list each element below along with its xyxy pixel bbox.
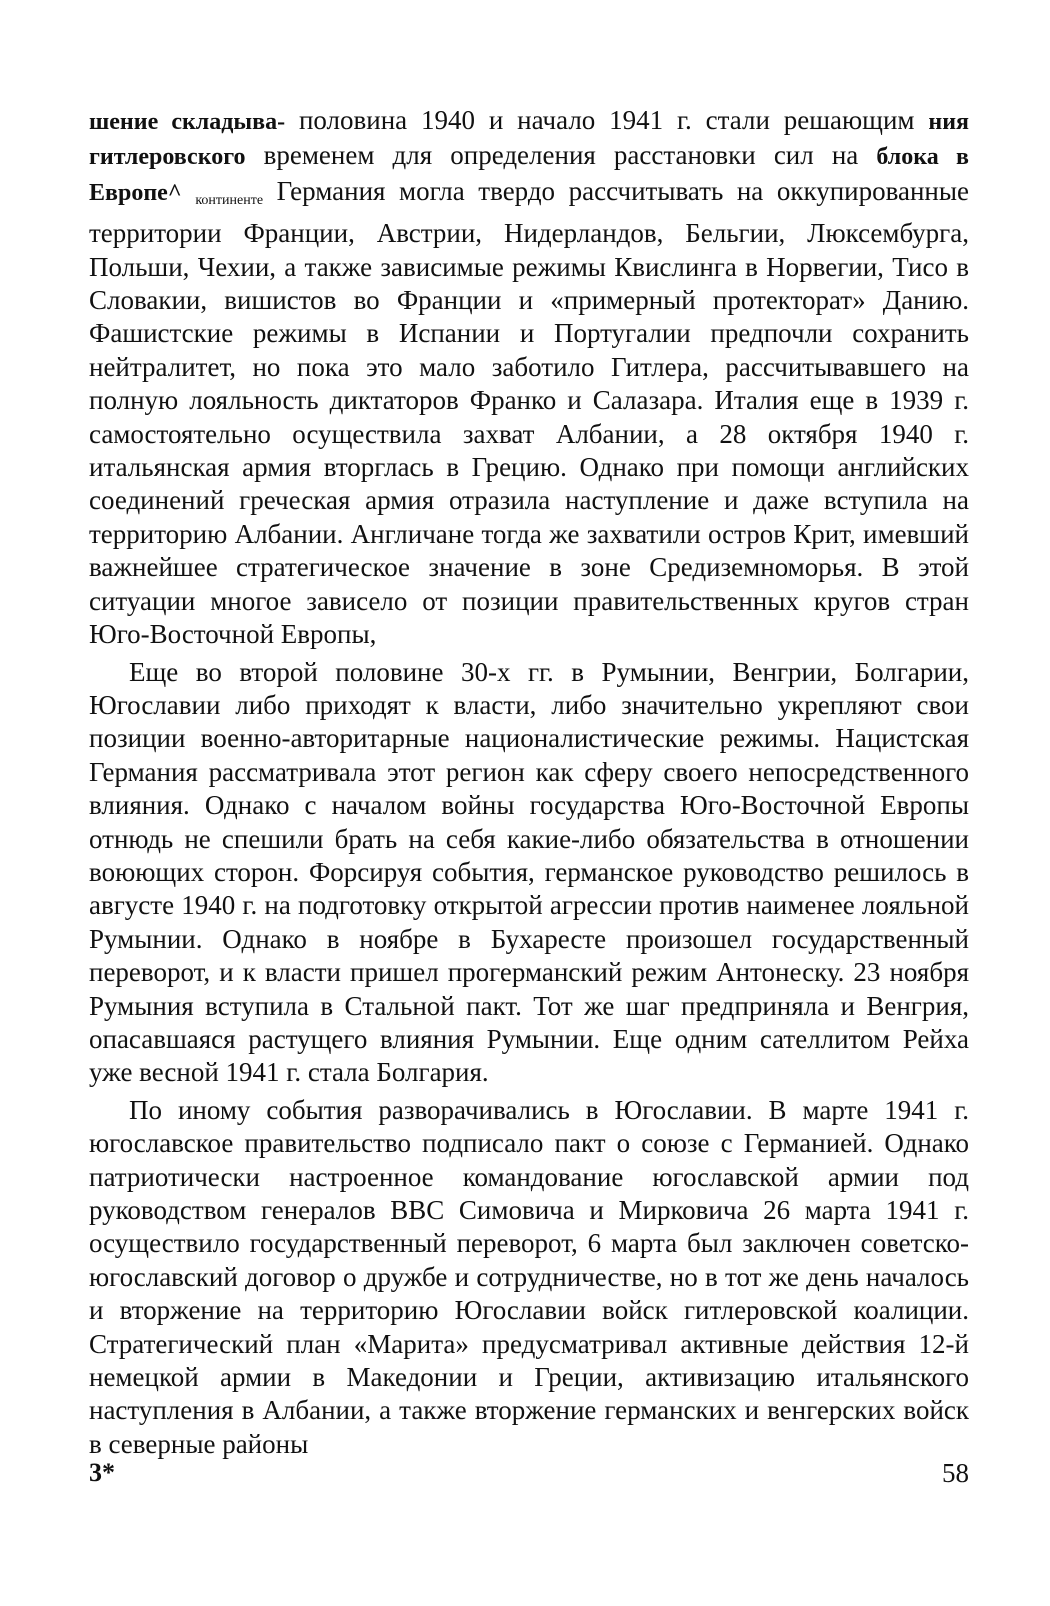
text-run [182,176,196,206]
text-run: временем для определения расстановки сил на [245,140,877,171]
bold-run: ния гитлеровского [89,109,969,171]
paragraph [89,656,969,1090]
text-run: Германия могла твердо рассчитывать на оккупированные территории Франции, Австрии, Нидерландов, Бельгии, Люксембурга, Польши, Чехии, а также зависимые режимы Квислинга в Норвегии, Тисо в Словакии, вишистов во Франции и «примерный протекторат» Данию. Фашистские режимы в Испании и Португалии предпочли сохранить нейтралитет, но пока это мало заботило Гитлера, рассчитывавшего на полную лояльность диктаторов Франко и Салазара. Италия еще в 1939 г. самостоятельно осуществила захват Албании, а 28 октября 1940 г. итальянская армия вторглась в Грецию. Однако при помощи английских соединений греческая армия отразила наступление и даже вступила на территорию Албании. Англичане тогда же захватили остров Крит, имевший важнейшее стратегическое значение в зоне Средиземноморья. В этой ситуации многое зависело от позиции правительственных кругов стран Юго-Восточной Европы, [89,175,969,650]
bold-run: шение складыва- [89,109,286,135]
body-text [89,104,969,1461]
text-run: половина 1940 и начало 1941 г. стали решающим [285,105,929,135]
text-run: Еще во второй половине 30-х гг. в Румынии, Венгрии, Болгарии, Югославии либо приходят к власти, либо значительно укрепляют свои позиции военно-авторитарные националистические режимы. Нацистская Германия рассматривала этот регион как сферу своего непосредственного влияния. Однако с началом войны государства Юго-Восточной Европы отнюдь не спешили брать на себя какие-либо обязательства в отношении воюющих сторон. Форсируя события, германское руководство решилось в августе 1940 г. на подготовку открытой агрессии против наименее лояльной Румынии. Однако в ноябре в Бухаресте произошел государственный переворот, и к власти пришел прогерманский режим Антонеску. 23 ноября Румыния вступила в Стальной пакт. Тот же шаг предприняла и Венгрия, опасавшаяся растущего влияния Румынии. Еще одним сателлитом Рейха уже весной 1941 г. стала Болгария. [89,656,969,1088]
bold-run: блока в Европе^ [89,144,969,206]
signature-mark: 3* [89,1458,115,1487]
paragraph [89,1094,969,1461]
page-number: 58 [942,1458,969,1488]
small-run: континенте [195,192,264,208]
text-run: По иному события разворачивались в Югославии. В марте 1941 г. югославское правительство подписало пакт о союзе с Германией. Однако патриотически настроенное командование югославской армии под руководством генералов ВВС Симовича и Мирковича 26 марта 1941 г. осуществило государственный переворот, 6 марта был заключен советско-югославский договор о дружбе и сотрудничестве, но в тот же день началось и вторжение на территорию Югославии войск гитлеровской коалиции. Стратегический план «Марита» предусматривал активные действия 12-й немецкой армии в Македонии и Греции, активизацию итальянского наступления в Албании, а также вторжение германских и венгерских войск в северные районы [89,1094,969,1459]
paragraph [89,104,969,652]
